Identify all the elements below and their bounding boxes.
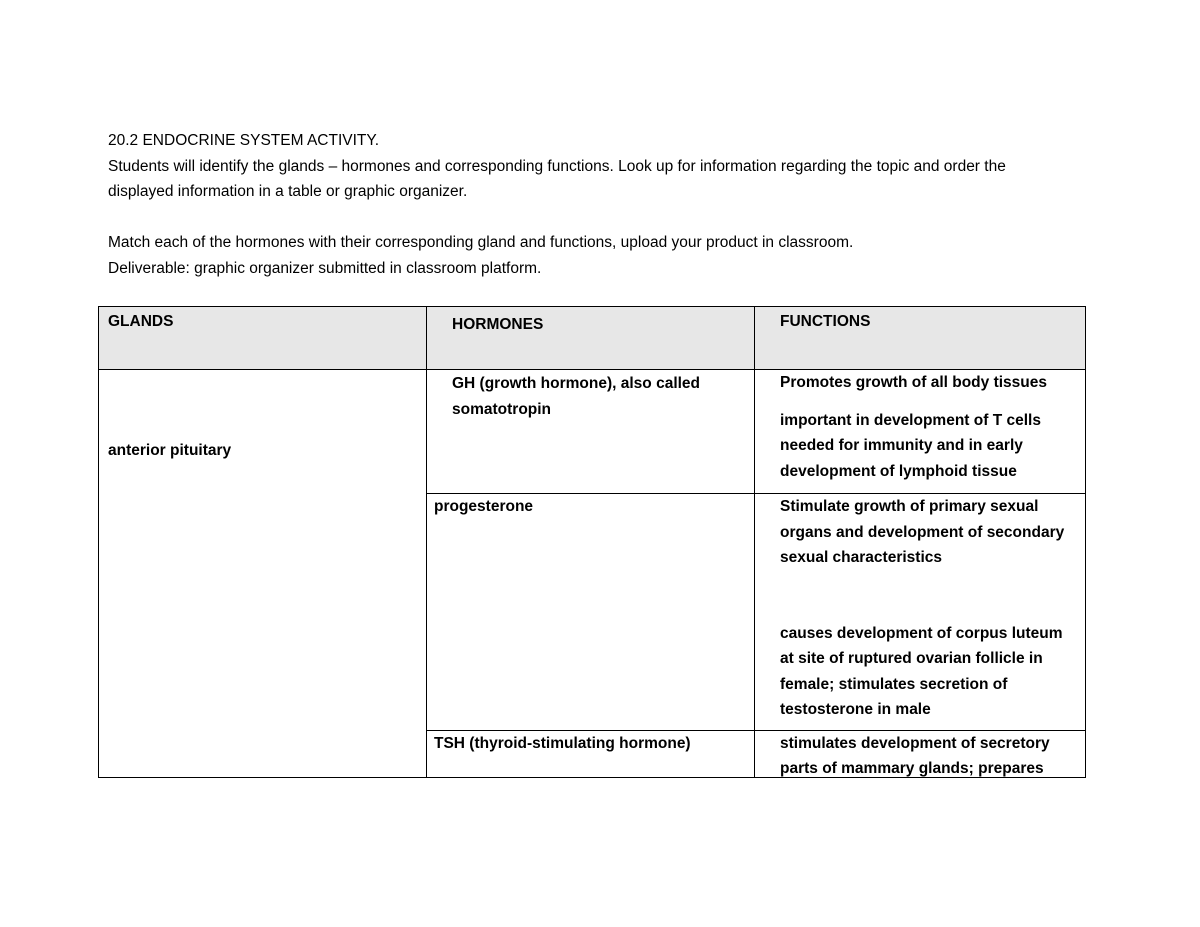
functions-cell — [755, 730, 1086, 777]
header-glands: GLANDS — [99, 307, 427, 370]
gland-cell — [99, 370, 427, 778]
functions-cell — [755, 370, 1086, 494]
activity-heading: 20.2 ENDOCRINE SYSTEM ACTIVITY. — [108, 132, 380, 149]
header-functions: FUNCTIONS — [755, 307, 1086, 370]
hormone-cell: GH (growth hormone), also called somatotropin — [427, 370, 755, 494]
paragraph-gap — [108, 205, 1098, 231]
instructions-line-3: Match each of the hormones with their corresponding gland and functions, upload your product in classroom. — [108, 234, 854, 251]
table-row — [99, 370, 1086, 494]
function-text: causes development of corpus luteum at site of ruptured ovarian follicle in female; stimulates secretion of testosterone in male — [780, 624, 1063, 719]
header-hormones: HORMONES — [427, 307, 755, 370]
graphic-organizer-table — [98, 306, 1086, 778]
hormone-cell: progesterone — [427, 494, 755, 731]
table-header-row — [99, 307, 1086, 370]
intro-text — [108, 128, 1098, 281]
functions-cell — [755, 494, 1086, 731]
function-text: stimulates development of secretory parts of mammary glands; prepares — [780, 734, 1050, 777]
function-text: important in development of T cells needed for immunity and in early development of lymphoid tissue — [780, 411, 1041, 480]
deliverable-line: Deliverable: graphic organizer submitted in classroom platform. — [108, 259, 542, 277]
gland-name: anterior pituitary — [108, 442, 232, 459]
function-text: Stimulate growth of primary sexual organs and development of secondary sexual characteristics — [780, 498, 1065, 567]
instructions-line-2: displayed information in a table or graphic organizer. — [108, 183, 468, 200]
function-text: Promotes growth of all body tissues — [780, 374, 1047, 391]
instructions-line-1: Students will identify the glands – hormones and corresponding functions. Look up for information regarding the topic and order the — [108, 157, 1006, 175]
hormone-cell: TSH (thyroid-stimulating hormone) — [427, 730, 755, 777]
